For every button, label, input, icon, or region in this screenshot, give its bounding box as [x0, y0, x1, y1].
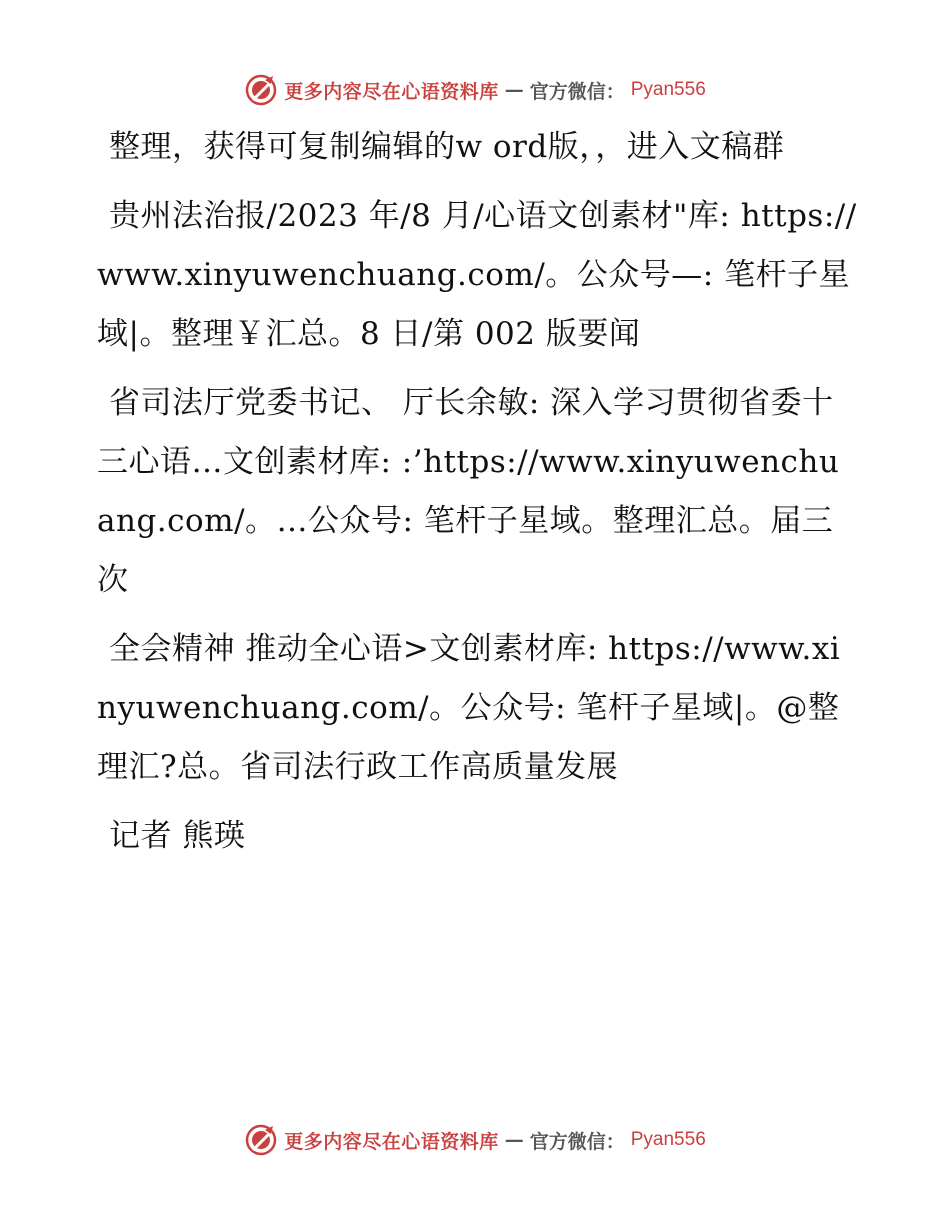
footer-banner-separator: —	[504, 1129, 524, 1151]
paragraph-2: 贵州法治报/2023 年/8 月/心语文创素材"库: https://www.xinyuwenchuang.com/。公众号—: 笔杆子星域|。整理￥汇总。8 日/第 002 版要闻	[97, 198, 857, 352]
header-banner-wechat-id: Pyan556	[630, 79, 706, 100]
paragraph-3: 省司法厅党委书记、 厅长余敏: 深入学习贯彻省委十三心语…文创素材库: :’https://www.xinyuwenchuang.com/。…公众号: 笔杆子星域。整理汇总。届三次	[97, 385, 840, 598]
header-banner	[0, 70, 950, 110]
header-banner-content	[244, 73, 706, 107]
document-body	[97, 118, 857, 876]
header-banner-separator: —	[504, 79, 524, 101]
paragraph-4: 全会精神 推动全心语>文创素材库: https://www.xinyuwenchuang.com/。公众号: 笔杆子星域|。@整理汇?总。省司法行政工作高质量发展	[97, 631, 841, 785]
footer-banner-title: 更多内容尽在心语资料库	[284, 1130, 499, 1153]
footer-banner-content	[244, 1123, 706, 1157]
footer-banner-wechat-id: Pyan556	[630, 1129, 706, 1150]
pen-logo-icon	[244, 73, 278, 107]
paragraph-5: 记者 熊瑛	[109, 818, 246, 854]
paragraph-1: 整理，获得可复制编辑的w ord版，，进入文稿群	[109, 129, 785, 165]
footer-banner-wechat-label: 官方微信：	[529, 1130, 625, 1153]
pen-logo-icon	[244, 1123, 278, 1157]
header-banner-title: 更多内容尽在心语资料库	[284, 80, 499, 103]
footer-banner	[0, 1120, 950, 1160]
header-banner-wechat-label: 官方微信：	[529, 80, 625, 103]
